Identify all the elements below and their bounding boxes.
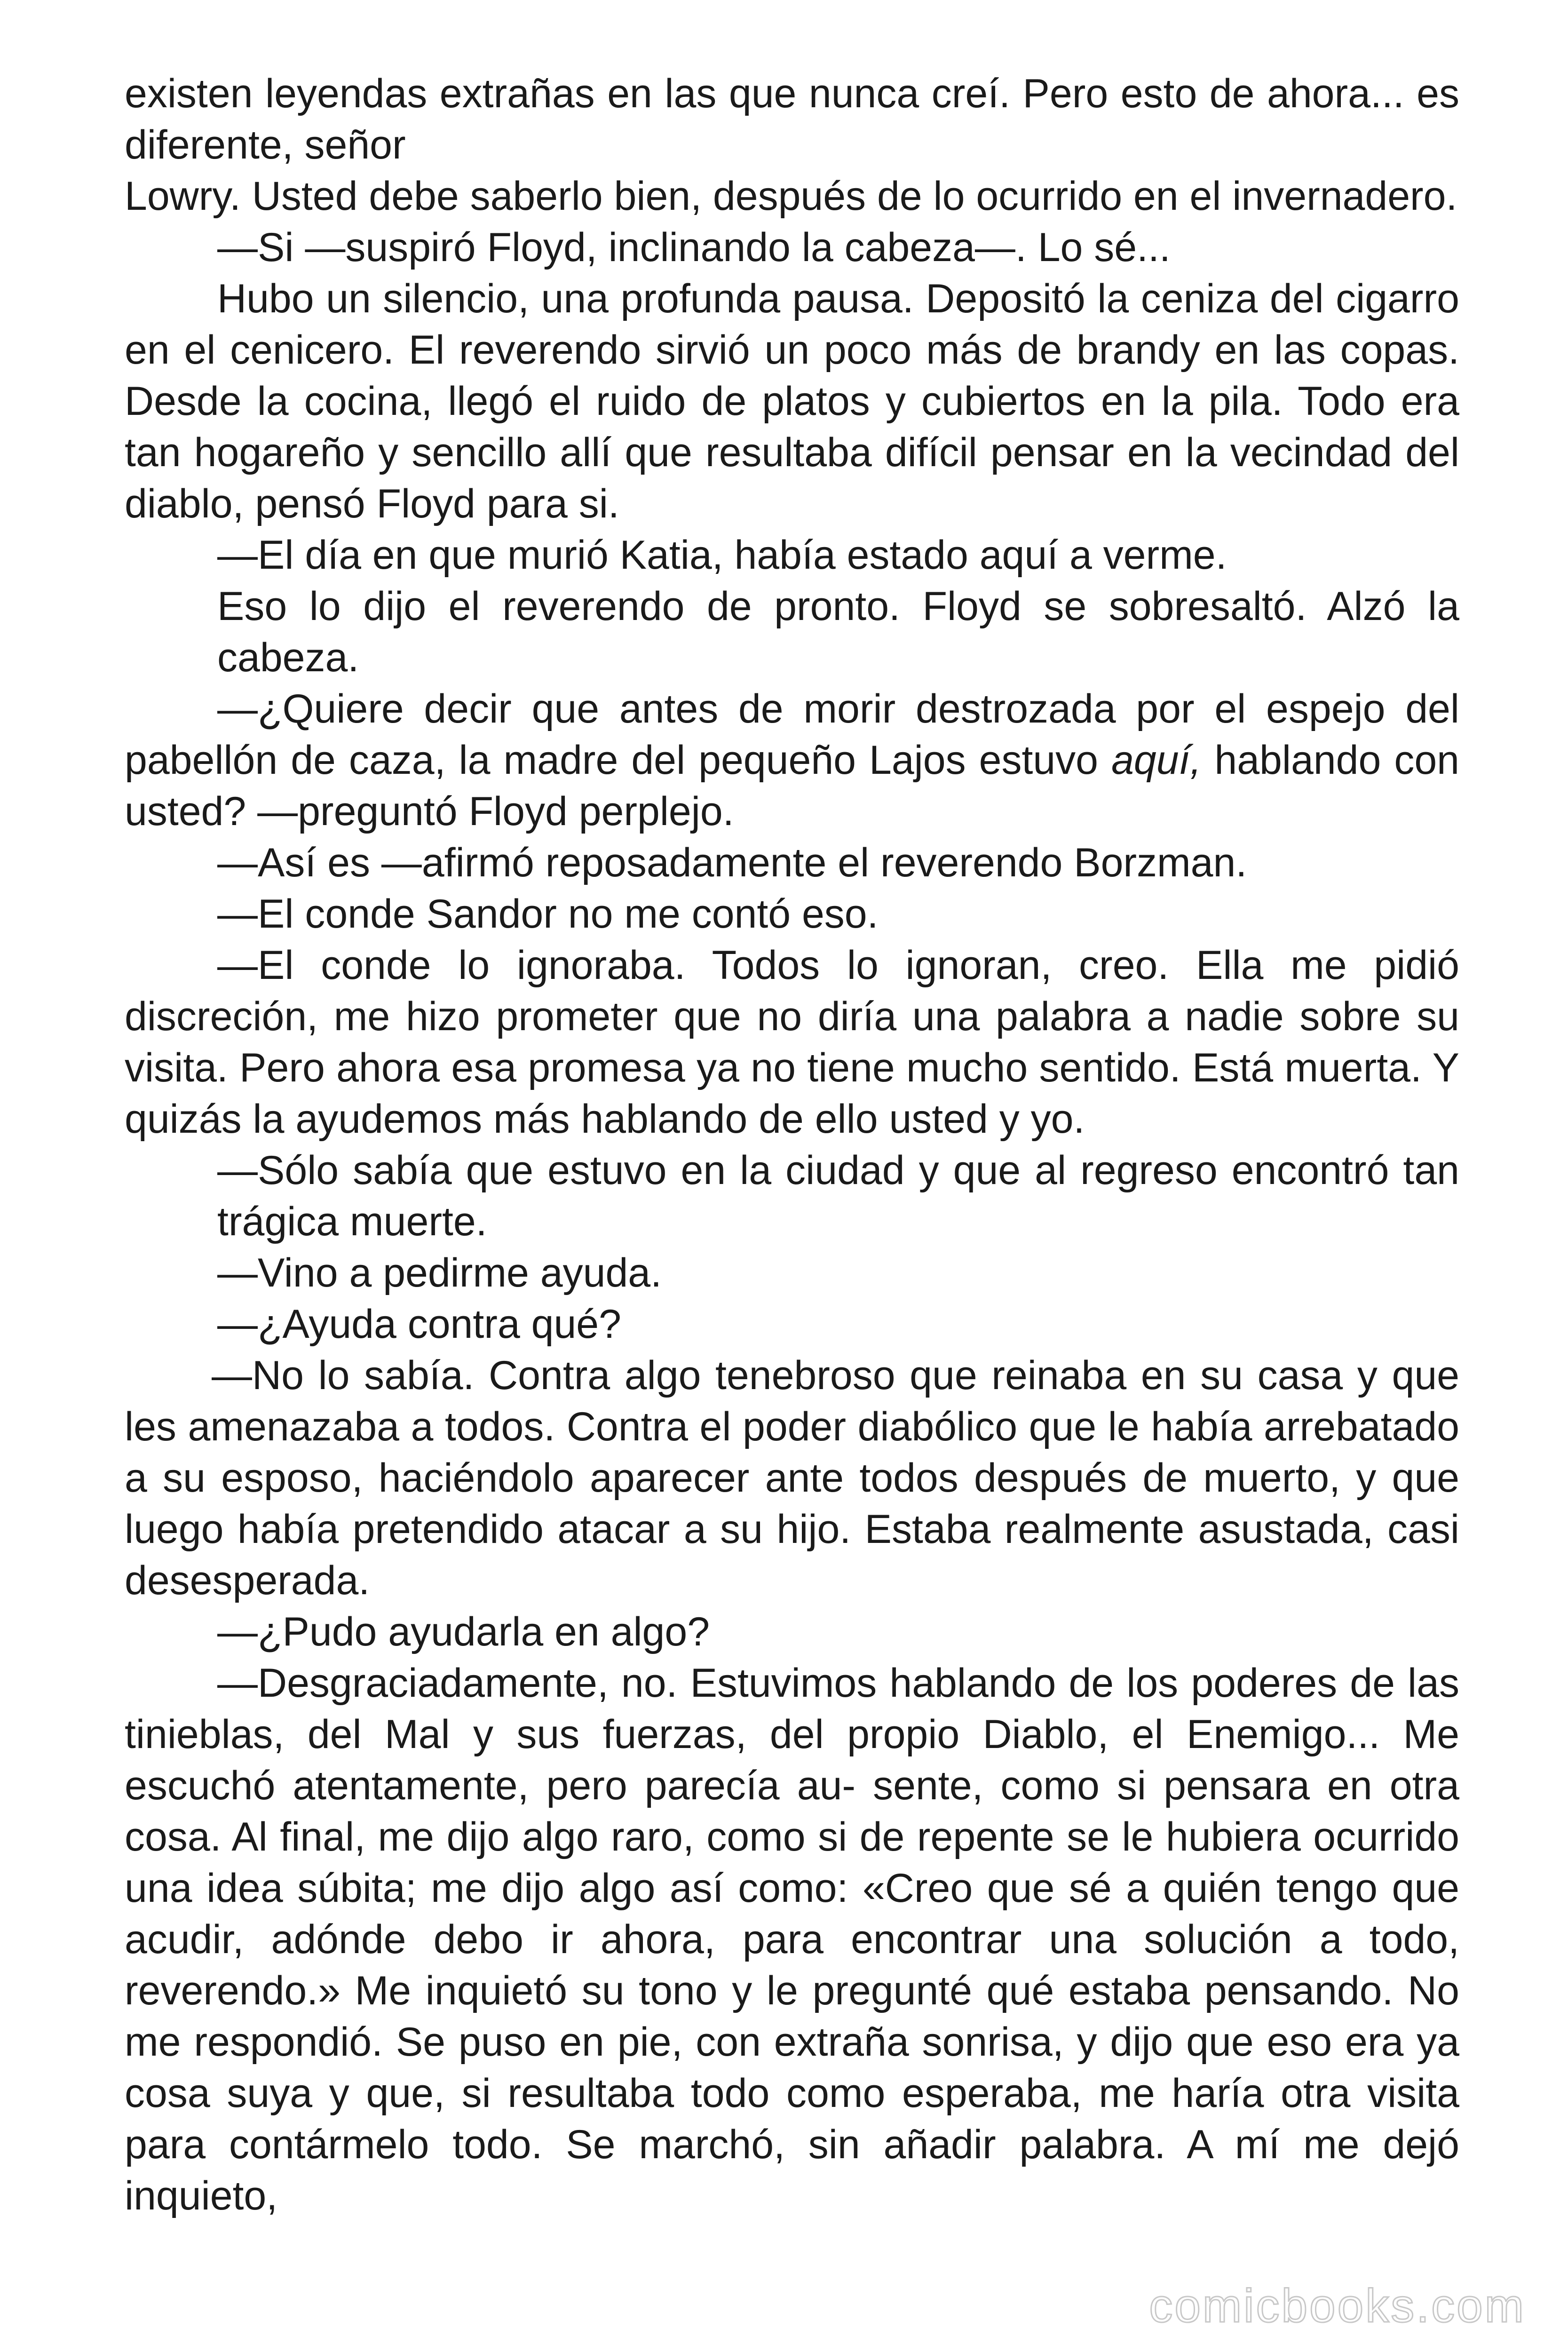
paragraph-dialogue-help: —Vino a pedirme ayuda. bbox=[217, 1250, 662, 1295]
paragraph-lowry: Lowry. Usted debe saberlo bien, después de lo ocurrido en el invernadero. bbox=[125, 174, 1457, 219]
paragraph-continuation: existen leyendas extrañas en las que nunca creí. Pero esto de ahora... es diferente, señor bbox=[125, 71, 1459, 167]
question-text-end: hablando con usted? —preguntó Floyd perplejo. bbox=[125, 738, 1460, 834]
paragraph-reverend-said: Eso lo dijo el reverendo de pronto. Floyd se sobresaltó. Alzó la cabeza. bbox=[217, 584, 1459, 680]
paragraph-dialogue-help-against: —¿Ayuda contra qué? bbox=[217, 1302, 621, 1347]
paragraph-silence: Hubo un silencio, una profunda pausa. Depositó la ceniza del cigarro en el cenicero. El reverendo sirvió un poco más de brandy en las copas. Desde la cocina, llegó el ruido de platos y cubiertos en la pila. Todo era tan hogareño y sencillo allí que resultaba difícil pensar en la vecindad del diablo, pensó Floyd para si. bbox=[125, 276, 1459, 526]
paragraph-dialogue-sandor: —El conde Sandor no me contó eso. bbox=[217, 891, 879, 937]
paragraph-dialogue-unfortunately: —Desgraciadamente, no. Estuvimos hablando de los poderes de las tinieblas, del Mal y sus fuerzas, del propio Diablo, el Enemigo... Me escuchó atentamente, pero parecía au- sente, como si pensara en otra cosa. Al final, me dijo algo raro, como si de repente se le hubiera ocurrido una idea súbita; me dijo algo así como: «Creo que sé a quién tengo que acudir, adónde debo ir ahora, para encontrar una solución a todo, reverendo.» Me inquietó su tono y le pregunté qué estaba pensando. No me respondió. Se puso en pie, con extraña sonrisa, y dijo que eso era ya cosa suya y que, si resultaba todo como esperaba, me haría otra visita para contármelo todo. Se marchó, sin añadir palabra. A mí me dejó inquieto, bbox=[125, 1661, 1459, 2218]
paragraph-dialogue-city: —Sólo sabía que estuvo en la ciudad y que al regreso encontró tan trágica muerte. bbox=[217, 1148, 1459, 1244]
question-text-emphasis: aquí, bbox=[1111, 738, 1202, 783]
paragraph-dialogue-borzman-affirms: —Así es —afirmó reposadamente el reverendo Borzman. bbox=[217, 840, 1247, 885]
paragraph-dialogue-discretion: —El conde lo ignoraba. Todos lo ignoran, creo. Ella me pidió discreción, me hizo prometer que no diría una palabra a nadie sobre su visita. Pero ahora esa promesa ya no tiene mucho sentido. Está muerta. Y quizás la ayudemos más hablando de ello usted y yo. bbox=[125, 943, 1459, 1142]
paragraph-dialogue-katia-visit: —El día en que murió Katia, había estado aquí a verme. bbox=[217, 532, 1227, 578]
paragraph-dialogue-darkness: —No lo sabía. Contra algo tenebroso que reinaba en su casa y que les amenazaba a todos. Contra el poder diabólico que le había arrebatado a su esposo, haciéndolo aparecer ante todos después de muerto, y que luego había pretendido atacar a su hijo. Estaba realmente asustada, casi desesperada. bbox=[125, 1353, 1459, 1603]
paragraph-dialogue-could-help: —¿Pudo ayudarla en algo? bbox=[217, 1609, 710, 1654]
paragraph-dialogue-floyd-question bbox=[125, 683, 1459, 837]
paragraph-dialogue-floyd-sigh: —Si —suspiró Floyd, inclinando la cabeza—. Lo sé... bbox=[217, 225, 1171, 270]
book-page-text bbox=[125, 68, 1459, 2222]
question-text-start: —¿Quiere decir que antes de morir destrozada por el espejo del pabellón de caza, la madre del pequeño Lajos estuvo bbox=[125, 686, 1459, 783]
watermark-logo: comicbooks.com bbox=[1149, 2280, 1526, 2332]
